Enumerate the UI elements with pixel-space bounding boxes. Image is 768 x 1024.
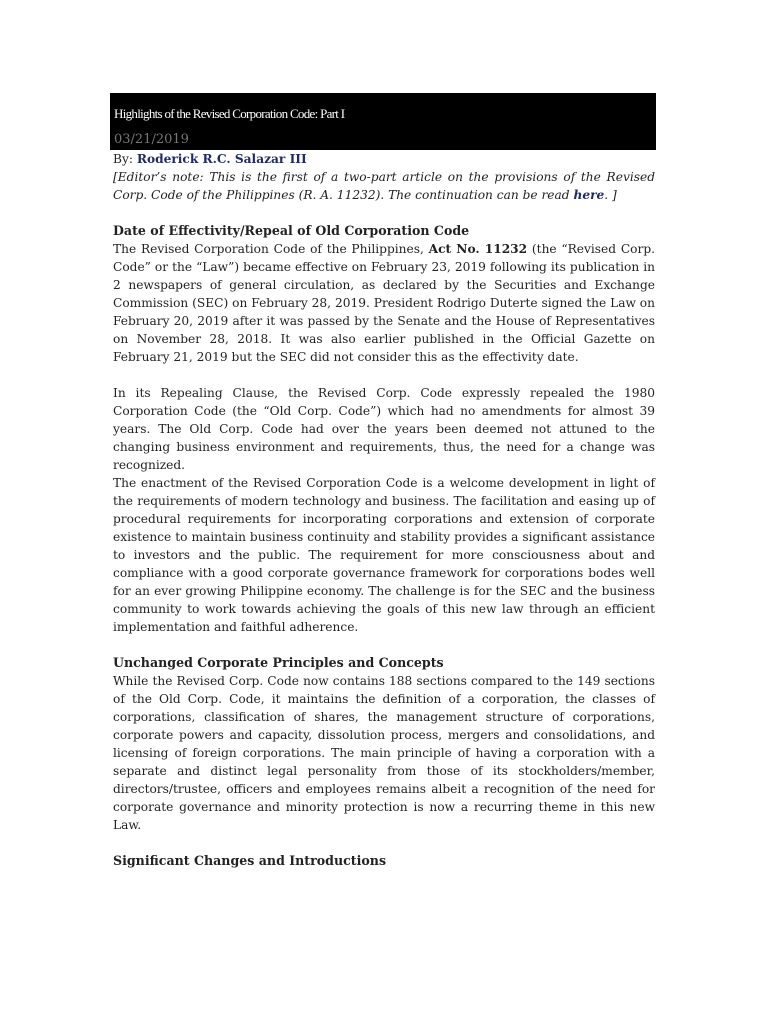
article-header [110,93,656,150]
byline [113,150,655,168]
editor-note-text: [Editor’s note: This is the first of a two-part article on the provisions of the Revised Corp. Code of the Philippines (R. A. 11232). The continuation can be read [113,170,655,202]
article-body [113,150,655,870]
article-title: Highlights of the Revised Corporation Code: Part I [114,106,345,121]
paragraph: While the Revised Corp. Code now contains 188 sections compared to the 149 sections of the Old Corp. Code, it maintains the definition of a corporation, the classes of corporations, classification of shares, the management structure of corporations, corporate powers and capacity, dissolution process, mergers and consolidations, and licensing of foreign corporations. The main principle of having a corporation with a separate and distinct legal personality from those of its stockholders/member, directors/trustee, officers and employees remains albeit a recognition of the need for corporate governance and minority protection is now a recurring theme in this new Law. [113,674,655,832]
section-heading-unchanged: Unchanged Corporate Principles and Concepts [113,655,444,670]
paragraph [113,240,655,366]
paragraph: The enactment of the Revised Corporation Code is a welcome development in light of the requirements of modern technology and business. The facilitation and easing up of procedural requirements for incorporating corporations and extension of corporate existence to maintain business continuity and stability provides a significant assistance to investors and the public. The requirement for more consciousness about and compliance with a good corporate governance framework for corporations bodes well for an ever growing Philippine economy. The challenge is for the SEC and the business community to work towards achieving the goals of this new law through an efficient implementation and faithful adherence. [113,476,655,634]
article-date: 03/21/2019 [114,132,189,147]
paragraph-text: (the “Revised Corp. Code” or the “Law”) became effective on February 23, 2019 following its publication in 2 newspapers of general circulation, as declared by the Securities and Exchange Commission (SEC) on February 28, 2019. President Rodrigo Duterte signed the Law on February 20, 2019 after it was passed by the Senate and the House of Representatives on November 28, 2018. It was also earlier published in the Official Gazette on February 21, 2019 but the SEC did not consider this as the effectivity date. [113,242,655,364]
act-number: Act No. 11232 [428,242,528,256]
paragraph-text: The Revised Corporation Code of the Philippines, [113,242,429,256]
byline-prefix: By: [113,152,133,166]
editor-note-end: . ] [604,188,617,202]
section-heading-significant: Significant Changes and Introductions [113,853,387,868]
continuation-link[interactable]: here [573,188,605,202]
paragraph: In its Repealing Clause, the Revised Corp. Code expressly repealed the 1980 Corporation Code (the “Old Corp. Code”) which had no amendments for almost 39 years. The Old Corp. Code had over the years been deemed not attuned to the changing business environment and requirements, thus, the need for a change was recognized. [113,386,655,472]
author-link[interactable]: Roderick R.C. Salazar III [136,152,307,166]
section-heading-effectivity: Date of Effectivity/Repeal of Old Corporation Code [113,223,470,238]
editor-note [113,168,655,204]
